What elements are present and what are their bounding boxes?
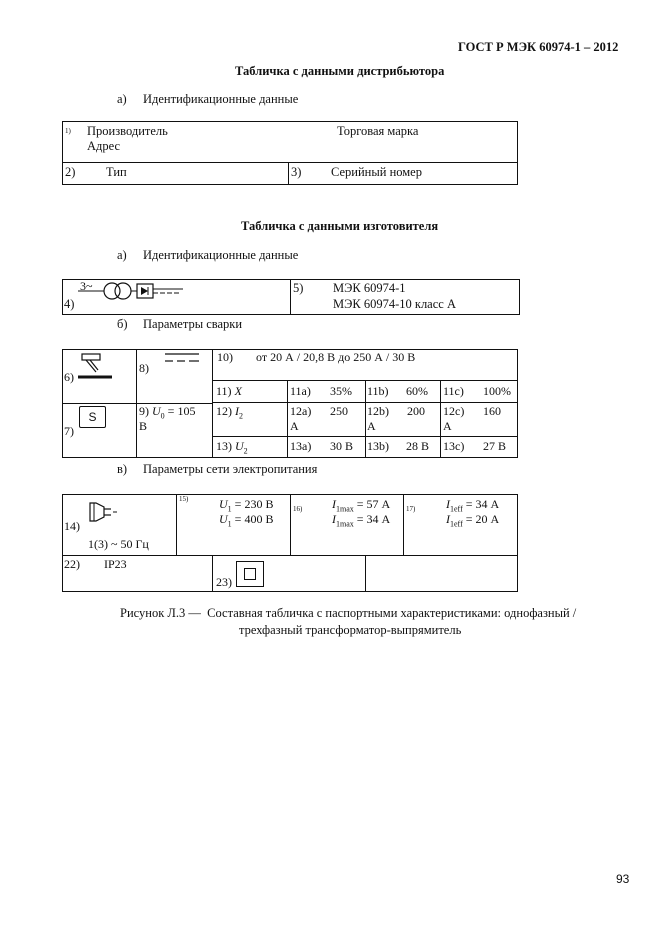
subsection-title: Идентификационные данные (143, 248, 299, 262)
current-unit: А (290, 419, 299, 433)
supply-voltage-2: $U_1 = 400$ В (219, 512, 274, 529)
field-number: 17) (406, 505, 416, 513)
transformer-rectifier-icon (78, 281, 188, 303)
divider (176, 494, 177, 555)
field-number: 22) (64, 557, 80, 571)
field-number: 11a) (290, 384, 311, 398)
voltage-value: 27 В (483, 439, 507, 453)
divider (403, 494, 404, 555)
welding-range-value: от 20 А / 20,8 В до 250 А / 30 В (256, 350, 416, 364)
trademark-label: Торговая марка (337, 124, 419, 138)
field-number: 12c) (443, 404, 465, 418)
duty-cycle-value: 100% (483, 384, 511, 398)
duty-cycle-value: 60% (406, 384, 428, 398)
manufacturer-label: Производитель (87, 124, 168, 138)
field-number: 16) (293, 505, 303, 513)
field-number: 11b) (367, 384, 389, 398)
field-number: 15) (179, 495, 189, 503)
divider (62, 555, 518, 556)
effective-current-2: $I_{1eff} = 20$ А (446, 512, 500, 529)
field-number: 3) (291, 165, 302, 179)
max-current-2: $I_{1max} = 34$ А (332, 512, 391, 529)
row-label-current: 12) $I_2$ (216, 404, 243, 421)
divider (212, 555, 213, 592)
divider (440, 380, 441, 458)
current-unit: А (367, 419, 376, 433)
no-load-voltage-unit: В (139, 419, 148, 433)
ip-rating: IP23 (104, 557, 127, 571)
subsection-marker: а) (117, 248, 127, 262)
field-number: 13a) (290, 439, 312, 453)
field-number: 12a) (290, 404, 312, 418)
phase-symbol: 3~ (80, 279, 93, 293)
max-current-1: $I_{1max} = 57$ А (332, 497, 391, 514)
field-number: 11c) (443, 384, 464, 398)
divider (136, 349, 137, 458)
manufacturer-table-title: Табличка с данными изготовителя (241, 219, 439, 233)
divider (287, 380, 288, 458)
field-number: 13b) (367, 439, 389, 453)
no-load-voltage: 9) $U_0 = 105$ (139, 404, 196, 421)
welding-process-icon (76, 352, 116, 382)
field-number: 23) (216, 575, 232, 589)
current-value: 200 (407, 404, 425, 418)
s-hazard-symbol: S (79, 406, 106, 428)
mains-plug-icon (86, 500, 122, 524)
figure-caption-line-2: трехфазный трансформатор-выпрямитель (239, 623, 462, 637)
document-code: ГОСТ Р МЭК 60974-1 – 2012 (458, 40, 619, 54)
duty-cycle-value: 35% (330, 384, 352, 398)
figure-caption-line-1: Рисунок Л.3 — Составная табличка с паспортными характеристиками: однофазный / (120, 606, 577, 620)
inner-square-icon (244, 568, 256, 580)
voltage-value: 30 В (330, 439, 354, 453)
divider (290, 279, 291, 315)
standard-line-1: МЭК 60974-1 (333, 281, 406, 295)
distributor-table-title: Табличка с данными дистрибьютора (235, 64, 445, 78)
current-unit: А (443, 419, 452, 433)
row-label-duty-cycle: 11) X (216, 384, 242, 398)
supply-voltage-1: $U_1 = 230$ В (219, 497, 274, 514)
subsection-title: Идентификационные данные (143, 92, 299, 106)
field-number: 7) (64, 424, 74, 438)
page-number: 93 (616, 872, 630, 886)
field-number: 13c) (443, 439, 465, 453)
voltage-value: 28 В (406, 439, 430, 453)
field-number: 1) (65, 127, 71, 135)
field-number: 10) (217, 350, 233, 364)
effective-current-1: $I_{1eff} = 34$ А (446, 497, 500, 514)
serial-number-label: Серийный номер (331, 165, 422, 179)
type-label: Тип (106, 165, 127, 179)
field-number: 14) (64, 519, 80, 533)
subsection-marker: в) (117, 462, 128, 476)
divider (288, 162, 289, 185)
subsection-marker: б) (117, 317, 128, 331)
address-label: Адрес (87, 139, 121, 153)
field-number: 4) (64, 297, 75, 311)
divider (365, 555, 366, 592)
divider (212, 349, 213, 458)
current-value: 250 (330, 404, 348, 418)
field-number: 8) (139, 361, 149, 375)
subsection-title: Параметры сварки (143, 317, 243, 331)
field-number: 12b) (367, 404, 389, 418)
subsection-title: Параметры сети электропитания (143, 462, 318, 476)
divider (290, 494, 291, 555)
field-number: 5) (293, 281, 304, 295)
field-number: 6) (64, 370, 74, 384)
row-label-voltage: 13) $U_2$ (216, 439, 248, 456)
dc-current-icon (163, 350, 203, 366)
double-insulation-icon (236, 561, 264, 587)
standard-line-2: МЭК 60974-10 класс А (333, 297, 456, 311)
mains-frequency: 1(3) ~ 50 Гц (88, 537, 149, 551)
current-value: 160 (483, 404, 501, 418)
subsection-marker: а) (117, 92, 127, 106)
divider (365, 380, 366, 458)
field-number: 2) (65, 165, 76, 179)
divider (62, 162, 518, 163)
